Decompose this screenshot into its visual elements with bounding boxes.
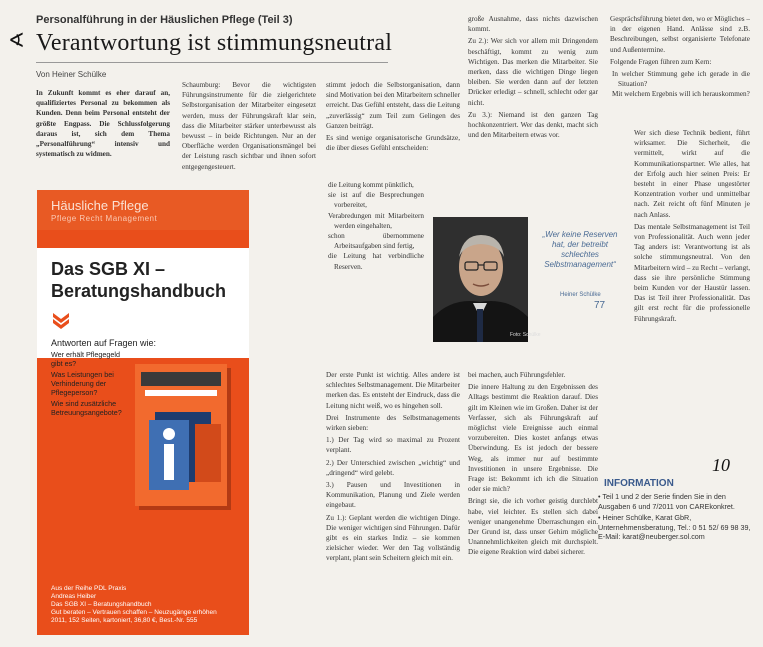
article-lead — [36, 88, 170, 184]
info-box — [598, 492, 758, 544]
ad-bullet: Was Leistungen bei Verhinderung der Pflegeperson? — [51, 370, 114, 397]
handwritten-number: 10 — [712, 455, 730, 475]
chevron-down-icon — [51, 310, 71, 330]
photo-caption: Foto: Schülke — [510, 332, 541, 338]
margin-mark: ∢ — [8, 28, 25, 52]
ad-footer — [51, 585, 241, 625]
portrait-image — [433, 217, 528, 342]
ad-footer-line: Aus der Reihe PDL Praxis — [51, 585, 127, 592]
paragraph: Wer sich diese Technik bedient, führt wirksamer. Die Sicherheit, die vermittelt, wirkt auf die Kommunikationspartner. Wie alles, hat der Erfolg auch hier seinen Preis: Er besteht in einer Phase ungestörter Konzentration vorher und unmittelbar nach. Zeit reicht oft fünf Minuten je nach Anlass. — [634, 129, 750, 219]
paragraph: 1.) Der Tag wird so maximal zu Prozent verplant. — [326, 436, 460, 455]
quote-mark: 77 — [594, 300, 606, 311]
ad-question: Antworten auf Fragen wie: — [51, 338, 157, 348]
headline-rule — [36, 62, 388, 63]
paragraph: Zu 1.): Geplant werden die wichtigen Dinge. Die weniger wichtigen sind Führungen. Dafür gibt es ein starkes Indiz – sie kommen zielsicher wieder. Wer den Tag vollständig verplant, plant sein Scheitern gleich mit ein. — [326, 513, 460, 563]
ad-footer-line: Das SGB XI – Beratungshandbuch — [51, 601, 152, 608]
paragraph: stimmt jedoch die Selbstorganisation, dann sind Motivation bei den Mitarbeitern schneller erreicht. Das Gefühl entsteht, dass die Leitung „zuverlässig“ zum Teil zum Gelingen des Ganzen beiträgt. — [326, 81, 460, 130]
paragraph: 2.) Der Unterschied zwischen „wichtig“ und „dringend“ wird gelebt. — [326, 458, 460, 477]
ad-footer-line: 2011, 152 Seiten, kartoniert, 36,80 €, Best.-Nr. 555 — [51, 617, 198, 624]
column-4-top — [468, 14, 598, 210]
article-kicker: Personalführung in der Häuslichen Pflege (Teil 3) — [36, 14, 293, 26]
list-item: schon übernommene Arbeitsaufgaben sind fertig, — [328, 232, 424, 251]
author-photo — [433, 217, 528, 342]
paragraph: Zu 2.): Wer sich vor allem mit Dringendem beschäftigt, kommt zu wenig zum Wichtigen. Das merken die Mitarbeiter. Sie merken, dass die wichtigen Dinge liegen bleiben. Sie werden dann auf der letzten Drücker erledigt – schnell, schlecht oder gar nicht. — [468, 37, 598, 107]
paragraph: Schaumburg: Bevor die wichtigsten Führungsinstrumente für die zielgerichtete Selbstorganisation der Mitarbeiter eingesetzt werden, muss der Führungskraft klar sein, dass die Mitarbeiter stärker unterbewusst als bewusst – in beide Richtungen. Nur an der Oberfläche werden Organisationsmängel bei der Leistung rasch sichtbar und ihnen sofort entgegengesteuert. — [182, 81, 316, 171]
list-item: die Leitung kommt pünktlich, — [328, 181, 414, 189]
article-headline: Verantwortung ist stimmungsneutral — [36, 30, 393, 56]
column-5-top — [610, 14, 750, 124]
paragraph: bei machen, auch Führungsfehler. — [468, 371, 566, 379]
bullet-list — [326, 180, 424, 272]
paragraph: Bringt sie, die ich vorher geistig durchlebt habe, viel leichter. Es stellen sich dabei weniger unangenehme Überraschungen ein. Der Grund ist, dass unser Gehirn mögliche Unannehmlichkeiten gleich mit durchspielt. Die eigene Reaktion wird dabei sicherer. — [468, 497, 598, 557]
book-advertisement — [37, 190, 249, 635]
info-line: • Heiner Schülke, Karat GbR, Unternehmensberatung, Tel.: 0 51 52/ 69 98 39, E-Mail: karat@neuberger.sol.com — [598, 513, 751, 542]
pull-quote: „Wer keine Reserven hat, der betreibt schlechtes Selbstmanagement“ — [542, 230, 618, 269]
bullet-list — [610, 69, 750, 100]
paragraph: große Ausnahme, dass nichts dazwischen kommt. — [468, 15, 598, 34]
column-5-bottom — [634, 128, 750, 468]
ad-title-line: Das SGB XI – — [51, 259, 166, 279]
paragraph: Gesprächsführung bietet den, wo er Mögliches – in der eigenen Hand. Anlässe sind z.B. Beschreibungen, selbst organisierte Telefonate und Außentermine. — [610, 15, 750, 54]
paragraph: 3.) Pausen und Investitionen in Kommunikation, Planung und Ziele werden eingebaut. — [326, 481, 460, 510]
column-4-bottom — [468, 370, 598, 640]
column-3-top — [326, 80, 460, 180]
lead-text: In Zukunft kommt es eher darauf an, qualifiziertes Personal zu bekommen als Kunden. Denn beim Personal entsteht der größte Engpass. Die Schlussfolgerung daraus ist, sich dem Thema „Personalführung“ intensiv und systematisch zu widmen. — [36, 89, 170, 159]
ad-series: Häusliche Pflege — [51, 198, 149, 213]
list-item: die Leitung hat verbindliche Reserven. — [328, 252, 424, 271]
list-item: In welcher Stimmung gehe ich gerade in die Situation? — [612, 70, 750, 89]
paragraph: Der erste Punkt ist wichtig. Alles andere ist schlechtes Selbstmanagement. Die Mitarbeiter merken das. Es entsteht der Eindruck, dass die Leitung nicht weiß, wo es hingehen soll. — [326, 371, 460, 410]
info-title: INFORMATION — [604, 478, 674, 489]
info-line: • Teil 1 und 2 der Serie finden Sie in den Ausgaben 6 und 7/2011 von CAREkonkret. — [598, 492, 735, 511]
paragraph: Das mentale Selbstmanagement ist Teil von Professionalität. Auch wenn jeder Tag anders ist: Verantwortung ist als solche stimmungsneutral. Von den Mitarbeitern wird – zu Recht – verlangt, dass sie ihre persönliche Stimmung beim Kunden vor der Haustür lassen. Das ist Teil ihrer Professionalität. Das gilt erst recht für die professionelle Führungskraft. — [634, 222, 750, 323]
ad-title — [51, 258, 226, 302]
paragraph: Die innere Haltung zu den Ergebnissen des Alltags bestimmt die Reaktion darauf. Dies gilt im Kleinen wie im Großen. Daher ist der Verfasser, sich als Führungskraft auf möglichst viele Ereignisse auch einmal vorzubereiten. Dies kostet anfangs etwas Überwindung. Es ist jedoch der bessere Weg, als immer nur auf bestimmte Investitionen in unsere Ergebnisse. Die Frage ist: Bekommt ich ich die Situation oder sie mich? — [468, 383, 598, 494]
ad-series-sub: Pflege Recht Management — [51, 214, 158, 223]
list-item: Mit welchem Ergebnis will ich herauskommen? — [612, 90, 750, 99]
paragraph: Es sind wenige organisatorische Grundsätze, die über dieses Gefühl entscheiden: — [326, 134, 460, 153]
ad-bullets — [51, 350, 131, 419]
ad-footer-line: Gut beraten – Vertrauen schaffen – Neuzugänge erhöhen — [51, 609, 217, 616]
list-item: sie ist auf die Besprechungen vorbereitet, — [328, 191, 424, 210]
paragraph: Zu 3.): Niemand ist den ganzen Tag hochkonzentriert. Wer das denkt, macht sich und den Mitarbeitern etwas vor. — [468, 110, 598, 140]
paragraph: Folgende Fragen führen zum Kern: — [610, 57, 712, 66]
ad-bullet: Wer erhält Pflegegeld gibt es? — [51, 350, 120, 368]
ad-bullet: Wie sind zusätzliche Betreuungsangebote? — [51, 399, 122, 417]
quote-source: Heiner Schülke — [560, 292, 601, 298]
ad-footer-line: Andreas Heiber — [51, 593, 97, 600]
ad-title-line: Beratungshandbuch — [51, 281, 227, 301]
paragraph: Drei Instrumente des Selbstmanagements wirken sieben: — [326, 413, 460, 433]
list-item: Verabredungen mit Mitarbeitern werden eingehalten, — [328, 211, 424, 230]
column-3-list — [326, 180, 424, 370]
book-cover-image — [135, 364, 235, 514]
article-byline: Von Heiner Schülke — [36, 70, 107, 79]
column-2 — [182, 80, 316, 200]
column-3-bottom — [326, 370, 460, 640]
